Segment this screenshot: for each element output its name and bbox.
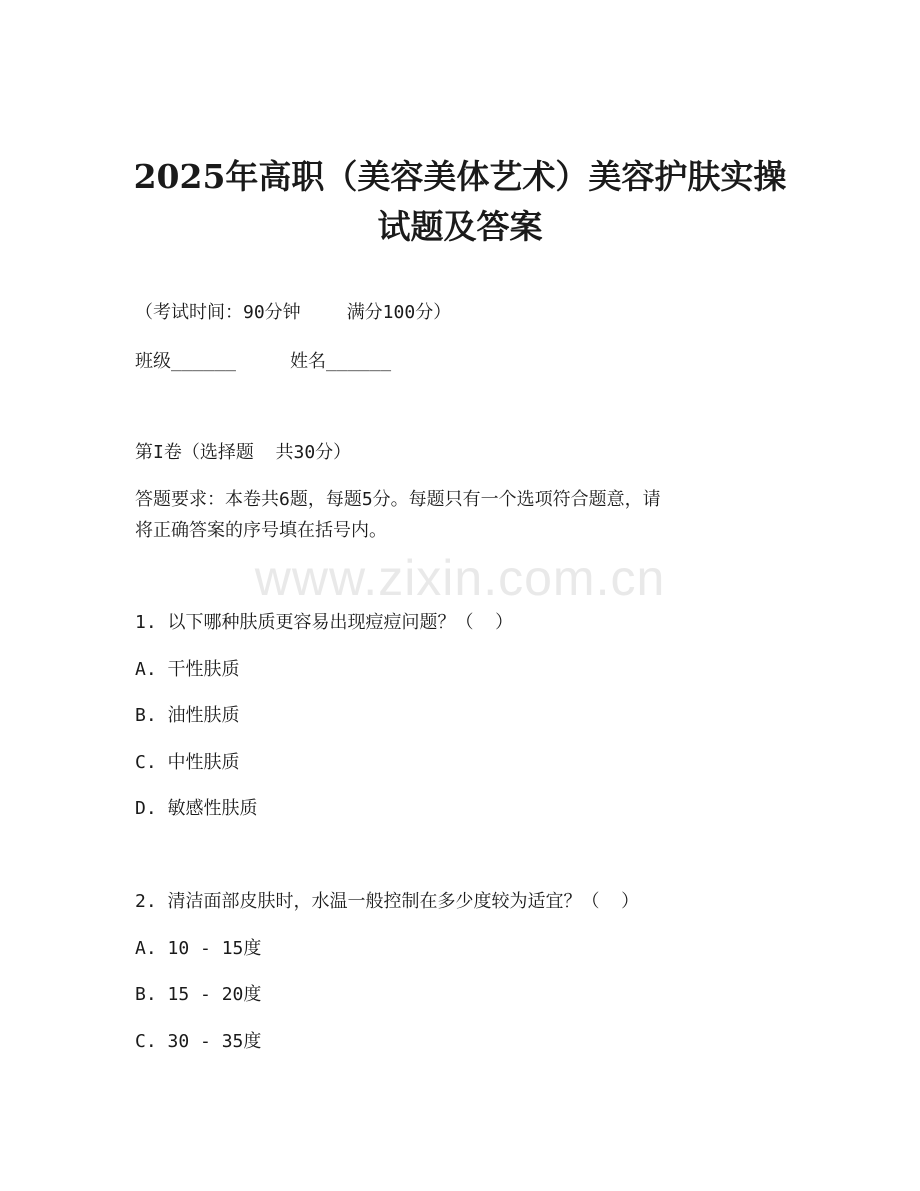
exam-time: （考试时间：90分钟: [135, 302, 301, 323]
exam-info: [135, 304, 451, 322]
question-stem: 2. 清洁面部皮肤时，水温一般控制在多少度较为适宜？（ ）: [135, 891, 640, 912]
question-stem: 1. 以下哪种肤质更容易出现痘痘问题？（ ）: [135, 612, 514, 633]
question-option: C. 中性肤质: [135, 752, 240, 773]
document-title-line1: 2025年高职（美容美体艺术）美容护肤实操: [133, 157, 787, 196]
question-option: B. 油性肤质: [135, 705, 240, 726]
document-title-line2: 试题及答案: [377, 207, 543, 246]
section-heading: 第I卷（选择题 共30分）: [135, 442, 352, 463]
instructions-line1: 答题要求：本卷共6题，每题5分。每题只有一个选项符合题意，请: [135, 489, 661, 510]
watermark: www.zixin.com.cn: [254, 550, 666, 606]
question-option: B. 15 - 20度: [135, 984, 262, 1005]
question-option: A. 干性肤质: [135, 659, 240, 680]
question-option: D. 敏感性肤质: [135, 798, 258, 819]
full-score: 满分100分）: [346, 302, 452, 323]
student-info: [135, 353, 391, 371]
class-field[interactable]: 班级______: [135, 351, 237, 372]
name-field[interactable]: 姓名______: [290, 351, 392, 372]
question-option: C. 30 - 35度: [135, 1031, 262, 1052]
question-option: A. 10 - 15度: [135, 938, 262, 959]
instructions-line2: 将正确答案的序号填在括号内。: [135, 520, 387, 541]
